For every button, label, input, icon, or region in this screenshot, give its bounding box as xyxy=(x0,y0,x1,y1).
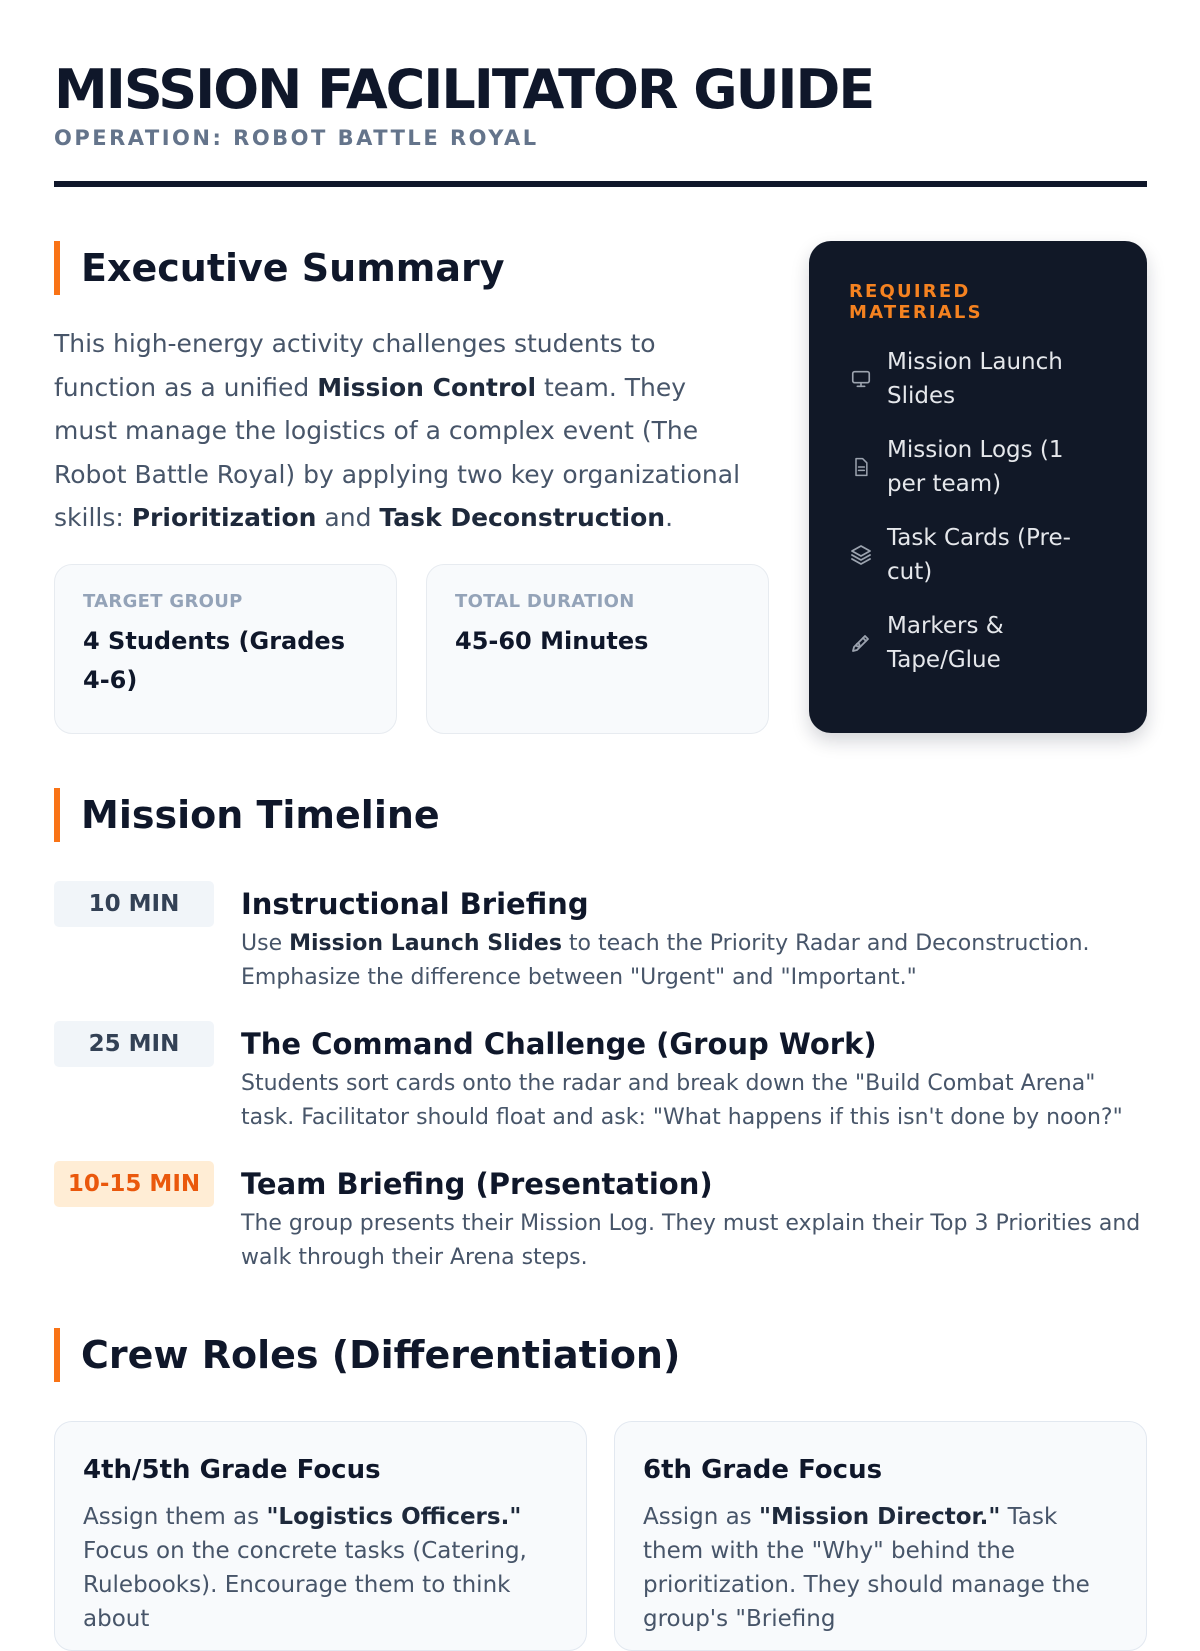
materials-item xyxy=(849,345,1107,413)
summary-highlight: Prioritization xyxy=(131,503,317,532)
timeline-highlight: Mission Launch Slides xyxy=(289,931,562,956)
mission-timeline-heading xyxy=(54,788,440,842)
materials-item xyxy=(849,521,1107,589)
section-accent-bar xyxy=(54,788,60,842)
page-subtitle: OPERATION: ROBOT BATTLE ROYAL xyxy=(54,126,539,150)
layers-icon xyxy=(849,543,873,567)
materials-item xyxy=(849,433,1107,501)
target-group-card xyxy=(54,564,397,734)
timeline-body xyxy=(241,1021,1147,1135)
role-highlight: "Mission Director." xyxy=(758,1504,1001,1530)
role-description xyxy=(83,1500,558,1636)
crew-roles-heading xyxy=(54,1328,680,1382)
materials-label: Task Cards (Pre-cut) xyxy=(887,525,1071,585)
stat-value: 4 Students (Grades 4-6) xyxy=(83,627,345,694)
header-divider xyxy=(54,181,1147,187)
materials-label: Markers & Tape/Glue xyxy=(887,613,1004,673)
role-title: 6th Grade Focus xyxy=(643,1455,883,1485)
summary-text-part: . xyxy=(665,503,674,532)
facilitator-guide-page xyxy=(54,0,1147,1632)
time-badge: 10-15 MIN xyxy=(54,1161,214,1207)
materials-label: Mission Launch Slides xyxy=(887,349,1063,409)
timeline-title: Instructional Briefing xyxy=(241,887,589,921)
timeline-body xyxy=(241,1161,1147,1275)
role-text-part: Focus on the concrete tasks (Catering, Rulebooks). Encourage them to think about xyxy=(83,1538,527,1632)
role-text-part: Task them with the "Why" behind the prioritization. They should manage the group's "Briefing xyxy=(643,1504,1090,1632)
executive-summary-heading xyxy=(54,241,505,295)
role-text-part: Assign as xyxy=(643,1504,759,1530)
section-accent-bar xyxy=(54,241,60,295)
timeline-description: Students sort cards onto the radar and break down the "Build Combat Arena" task. Facilitator should float and ask: "What happens if this isn't done by noon?" xyxy=(241,1071,1123,1130)
timeline-body xyxy=(241,881,1147,995)
role-card-4th-5th-grade xyxy=(54,1421,587,1651)
document-icon xyxy=(849,455,873,479)
role-title: 4th/5th Grade Focus xyxy=(83,1455,381,1485)
time-badge: 25 MIN xyxy=(54,1021,214,1067)
summary-text-part: team. They must manage the logistics of a complex event (The Robot Battle Royal) by applying two key organizational skills: xyxy=(54,372,741,532)
monitor-icon xyxy=(849,367,873,391)
pen-icon xyxy=(849,631,873,655)
materials-item xyxy=(849,609,1107,677)
role-description xyxy=(643,1500,1118,1636)
required-materials-panel xyxy=(809,241,1147,733)
timeline-text-part: to teach the Priority Radar and Deconstruction. Emphasize the difference between "Urgent" and "Important." xyxy=(241,931,1090,990)
materials-label: Mission Logs (1 per team) xyxy=(887,437,1064,497)
page-title: MISSION FACILITATOR GUIDE xyxy=(54,58,874,121)
materials-list xyxy=(849,345,1107,677)
stat-label: TOTAL DURATION xyxy=(455,591,635,612)
stat-value: 45-60 Minutes xyxy=(455,627,649,655)
summary-text-part: and xyxy=(316,503,380,532)
total-duration-card xyxy=(426,564,769,734)
section-accent-bar xyxy=(54,1328,60,1382)
page-header xyxy=(54,58,1147,152)
timeline-title: The Command Challenge (Group Work) xyxy=(241,1027,877,1061)
summary-paragraph xyxy=(54,322,754,540)
role-highlight: "Logistics Officers." xyxy=(266,1504,522,1530)
summary-highlight: Mission Control xyxy=(317,372,537,402)
timeline-title: Team Briefing (Presentation) xyxy=(241,1167,713,1201)
section-title: Mission Timeline xyxy=(81,793,440,837)
role-card-6th-grade xyxy=(614,1421,1147,1651)
materials-title: REQUIRED MATERIALS xyxy=(849,281,983,323)
section-title: Executive Summary xyxy=(81,246,505,290)
stat-label: TARGET GROUP xyxy=(83,591,243,612)
time-badge: 10 MIN xyxy=(54,881,214,927)
section-title: Crew Roles (Differentiation) xyxy=(81,1333,681,1377)
timeline-text-part: Use xyxy=(241,931,290,956)
summary-text-part: This high-energy activity challenges students to function as a unified xyxy=(54,329,656,402)
role-text-part: Assign them as xyxy=(83,1504,267,1530)
summary-highlight: Task Deconstruction xyxy=(379,503,666,532)
timeline-description xyxy=(241,927,1147,995)
timeline-description: The group presents their Mission Log. They must explain their Top 3 Priorities and walk through their Arena steps. xyxy=(241,1211,1141,1270)
